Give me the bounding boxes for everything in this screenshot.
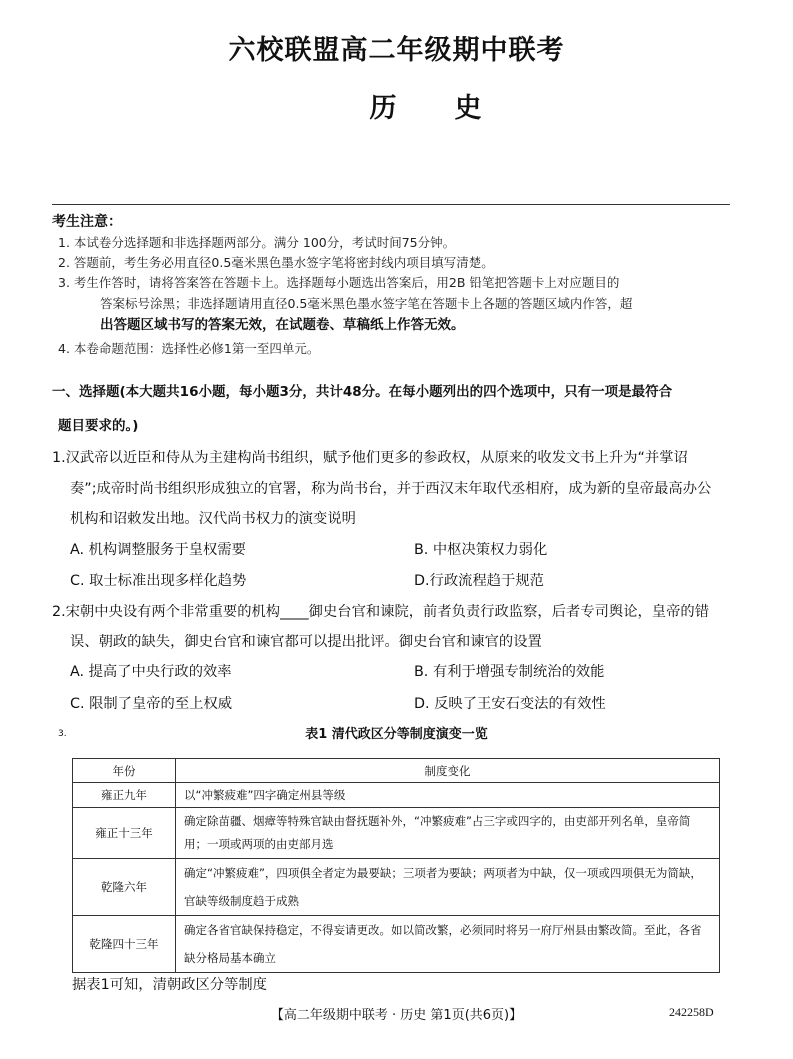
q1-stem: 1.汉武帝以近臣和侍从为主建构尚书组织，赋予他们更多的参政权，从原来的收发文书上升为“并掌诏 [52, 450, 688, 466]
q2-option-c: C. 限制了皇帝的至上权威 [70, 696, 233, 712]
col-header-change: 制度变化 [176, 759, 720, 783]
q3-number: 3. [58, 729, 67, 739]
table-row [73, 808, 720, 859]
q1-stem: 机构和诏敕发出地。汉代尚书权力的演变说明 [70, 511, 356, 527]
table-caption: 表1 清代政区分等制度演变一览 [305, 727, 488, 742]
exam-title: 六校联盟高二年级期中联考 [228, 35, 565, 66]
q2-option-b: B. 有利于增强专制统治的效能 [414, 664, 605, 680]
q1-stem: 奏”;成帝时尚书组织形成独立的官署，称为尚书台，并于西汉末年取代丞相府，成为新的皇帝最高办公 [70, 481, 712, 497]
change-cell: 以“冲繁疲难”四字确定州县等级 [176, 783, 720, 808]
paper-code: 242258D [669, 1005, 714, 1019]
q2-option-a: A. 提高了中央行政的效率 [70, 664, 232, 680]
change-cell: 确定“冲繁疲难”，四项俱全者定为最要缺；三项者为要缺；两项者为中缺，仅一项或四项俱无为简缺，官缺等级制度趋于成熟 [176, 859, 720, 916]
notice-item-emphasis: 出答题区域书写的答案无效，在试题卷、草稿纸上作答无效。 [100, 317, 465, 333]
col-header-year: 年份 [73, 759, 176, 783]
table-row [73, 783, 720, 808]
year-cell: 乾隆四十三年 [73, 916, 176, 973]
change-cell: 确定除苗疆、烟瘴等特殊官缺由督抚题补外，“冲繁疲难”占三字或四字的，由吏部开列名单，皇帝简用；一项或两项的由吏部月选 [176, 808, 720, 859]
change-cell: 确定各省官缺保持稳定，不得妄请更改。如以简改繁，必须同时将另一府厅州县由繁改简。至此，各省缺分格局基本确立 [176, 916, 720, 973]
notice-item: 答案标号涂黑；非选择题请用直径0.5毫米黑色墨水签字笔在答题卡上各题的答题区域内作答，超 [100, 296, 633, 311]
q1-option-d: D.行政流程趋于规范 [414, 573, 544, 589]
page-footer: 【高二年级期中联考 · 历史 第1页(共6页)】 [270, 1008, 523, 1023]
notice-item: 3. 考生作答时，请将答案答在答题卡上。选择题每小题选出答案后，用2B 铅笔把答题卡上对应题目的 [58, 275, 620, 290]
notice-heading: 考生注意： [52, 214, 122, 230]
table-header-row [73, 759, 720, 783]
notice-item: 1. 本试卷分选择题和非选择题两部分。满分 100分，考试时间75分钟。 [58, 235, 456, 250]
table-row [73, 859, 720, 916]
q1-option-c: C. 取士标准出现多样化趋势 [70, 573, 247, 589]
year-cell: 乾隆六年 [73, 859, 176, 916]
section-heading-cont: 题目要求的。) [58, 418, 139, 434]
notice-item: 2. 答题前，考生务必用直径0.5毫米黑色墨水签字笔将密封线内项目填写清楚。 [58, 255, 494, 270]
q3-stem: 据表1可知，清朝政区分等制度 [72, 977, 267, 993]
table-row [73, 916, 720, 973]
q2-option-d: D. 反映了王安石变法的有效性 [414, 696, 606, 712]
subject-title: 历史 [369, 93, 540, 124]
year-cell: 雍正九年 [73, 783, 176, 808]
evolution-table [72, 758, 720, 973]
q1-option-a: A. 机构调整服务于皇权需要 [70, 542, 246, 558]
notice-item: 4. 本卷命题范围：选择性必修1第一至四单元。 [58, 341, 320, 356]
year-cell: 雍正十三年 [73, 808, 176, 859]
q1-option-b: B. 中枢决策权力弱化 [414, 542, 548, 558]
q2-stem: 误、朝政的缺失，御史台官和谏官都可以提出批评。御史台官和谏官的设置 [70, 634, 542, 650]
q2-stem: 2.宋朝中央设有两个非常重要的机构____御史台官和谏院，前者负责行政监察，后者专司舆论，皇帝的错 [52, 604, 709, 620]
header-divider [52, 204, 730, 205]
section-heading: 一、选择题(本大题共16小题，每小题3分，共计48分。在每小题列出的四个选项中，只有一项是最符合 [52, 384, 673, 400]
